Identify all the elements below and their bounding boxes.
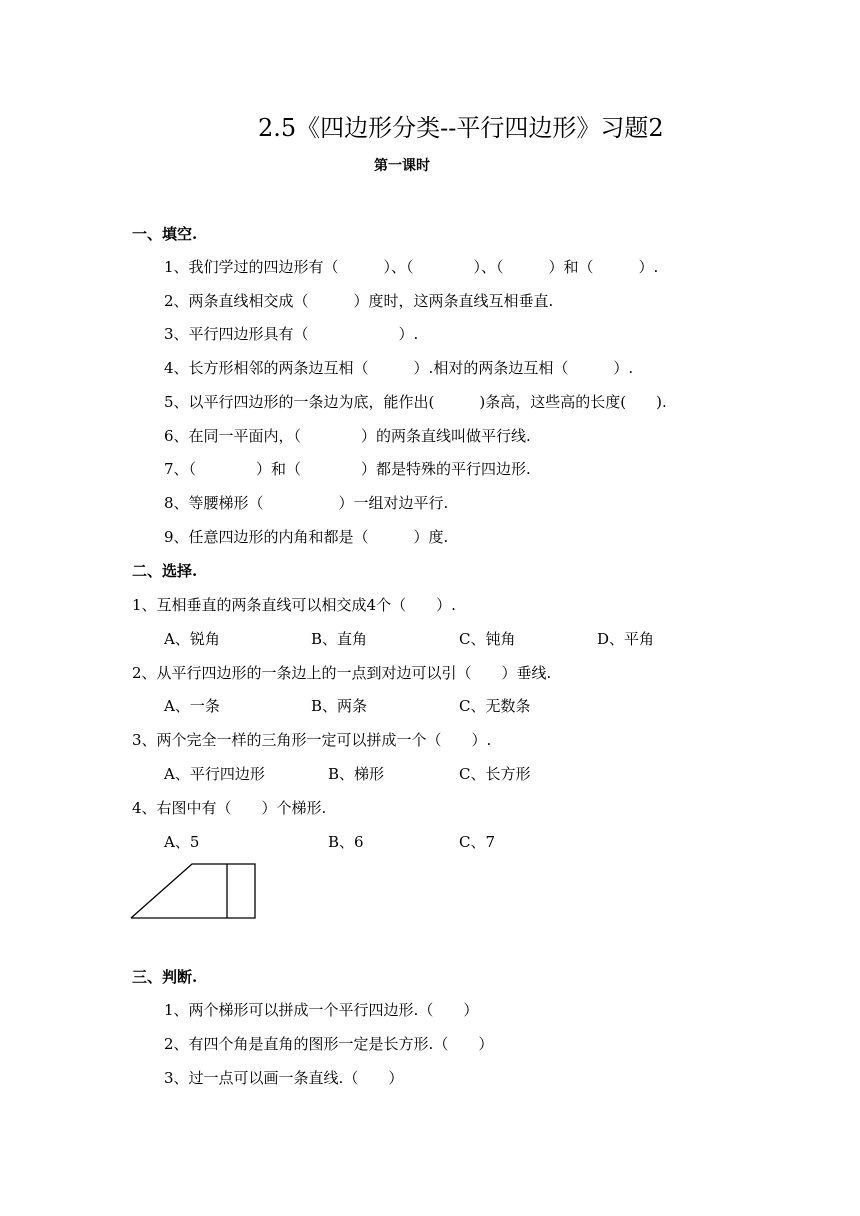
choice-option: A、5 (164, 833, 200, 851)
choice-option: C、7 (459, 833, 496, 851)
fill-item: 7、（ ）和（ ）都是特殊的平行四边形. (164, 460, 531, 478)
fill-item: 6、在同一平面内，（ ）的两条直线叫做平行线. (164, 427, 531, 445)
choice-option: A、一条 (164, 697, 220, 715)
section-heading-choice: 二、选择. (132, 562, 198, 580)
page-subtitle: 第一课时 (374, 158, 430, 174)
fill-item: 9、任意四边形的内角和都是（ ）度. (164, 528, 449, 546)
section-heading-judge: 三、判断. (132, 968, 198, 986)
trapezoid-figure (130, 863, 258, 921)
choice-question-stem: 4、右图中有（ ）个梯形. (132, 799, 327, 817)
choice-option: B、6 (328, 833, 364, 851)
choice-option: A、锐角 (164, 630, 220, 648)
judge-item: 2、有四个角是直角的图形一定是长方形.（ ） (164, 1035, 494, 1053)
fill-item: 2、两条直线相交成（ ）度时，这两条直线互相垂直. (164, 292, 554, 310)
fill-item: 8、等腰梯形（ ）一组对边平行. (164, 494, 449, 512)
fill-item: 1、我们学过的四边形有（ ）、（ ）、（ ）和（ ）. (164, 258, 659, 276)
page-title: 2.5《四边形分类--平行四边形》习题2 (258, 114, 664, 142)
choice-option: C、钝角 (459, 630, 516, 648)
choice-question-stem: 1、互相垂直的两条直线可以相交成4个（ ）. (132, 596, 456, 614)
choice-option: B、两条 (311, 697, 368, 715)
judge-item: 3、过一点可以画一条直线.（ ） (164, 1069, 404, 1087)
choice-question-stem: 2、从平行四边形的一条边上的一点到对边可以引（ ）垂线. (132, 664, 552, 682)
fill-item: 5、以平行四边形的一条边为底，能作出( )条高，这些高的长度( ). (164, 393, 667, 411)
figure-outline (131, 864, 255, 918)
choice-option: A、平行四边形 (164, 765, 265, 783)
choice-option: B、梯形 (328, 765, 385, 783)
choice-question-stem: 3、两个完全一样的三角形一定可以拼成一个（ ）. (132, 731, 492, 749)
choice-option: D、平角 (597, 630, 655, 648)
section-heading-fill: 一、填空. (132, 225, 198, 243)
choice-option: C、无数条 (459, 697, 531, 715)
choice-option: B、直角 (311, 630, 368, 648)
choice-option: C、长方形 (459, 765, 531, 783)
fill-item: 4、长方形相邻的两条边互相（ ）.相对的两条边互相（ ）. (164, 359, 634, 377)
judge-item: 1、两个梯形可以拼成一个平行四边形.（ ） (164, 1001, 479, 1019)
fill-item: 3、平行四边形具有（ ）. (164, 325, 419, 343)
